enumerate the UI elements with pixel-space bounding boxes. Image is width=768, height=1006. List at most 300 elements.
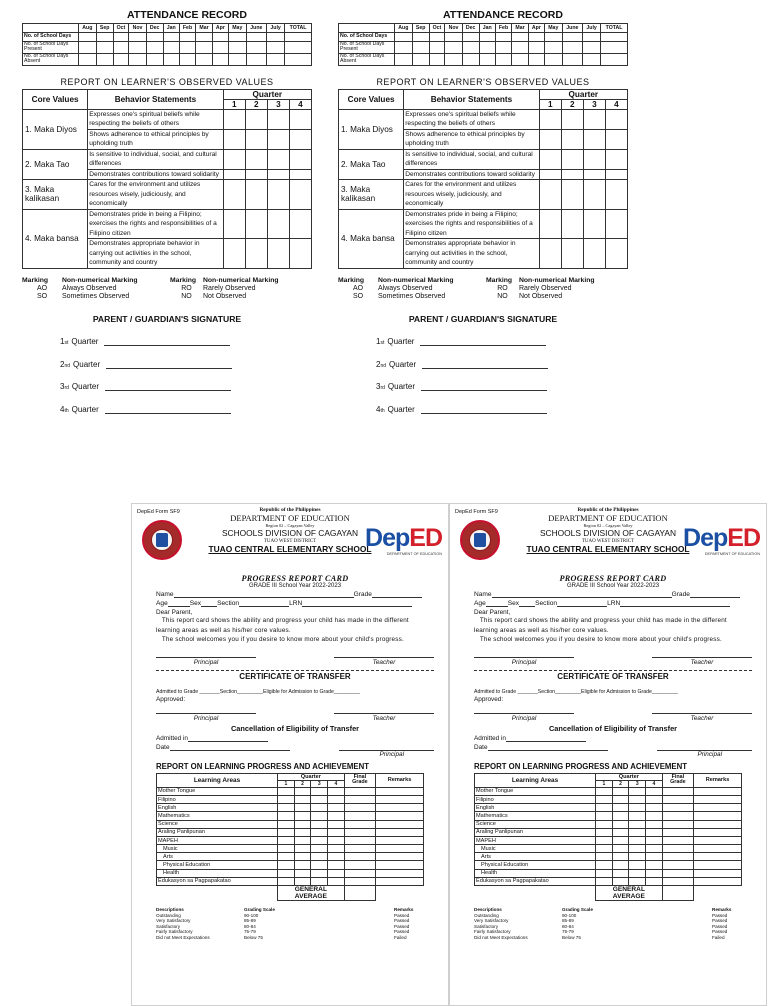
quarter-rating-cell: [289, 109, 311, 129]
attendance-cell: [79, 53, 97, 65]
learning-area-row: [157, 861, 424, 869]
grade-cell: [629, 853, 646, 861]
grade-cell: [595, 836, 612, 844]
quarter-num: 3: [60, 382, 65, 392]
signature-line: [422, 361, 548, 369]
legend-nonnum-header: Non-numerical Marking: [203, 276, 279, 284]
approval-signatures: Principal Teacher: [156, 713, 434, 722]
quarter-rating-cell: [267, 169, 289, 180]
behavior-statement: Shows adherence to ethical principles by upholding truth: [88, 129, 223, 149]
month-header: Dec: [462, 24, 479, 33]
quarter-rating-cell: [267, 209, 289, 239]
grading-scale: [156, 907, 434, 941]
behavior-statement: Cares for the environment and utilizes resources wisely, judiciously, and economically: [404, 180, 539, 210]
grade-cell: [694, 861, 742, 869]
quarter-rating-cell: [583, 209, 605, 239]
quarter-rating-cell: [223, 109, 245, 129]
republic-line: Republic of the Philippines: [577, 507, 639, 513]
grade-cell: [662, 853, 693, 861]
learning-area-row: [475, 820, 742, 828]
legend-marking-header: Marking: [22, 276, 49, 284]
attendance-cell: [113, 53, 129, 65]
core-value: 4. Maka bansa: [339, 209, 404, 268]
grade-cell: [629, 812, 646, 820]
grade-cell: [662, 877, 693, 885]
grade-cell: [612, 828, 629, 836]
legend-item: NO: [497, 292, 508, 300]
core-value: 2. Maka Tao: [339, 149, 404, 180]
attendance-cell: [196, 53, 213, 65]
quarter-rating-cell: [245, 180, 267, 210]
scale-cell: 85-89: [244, 918, 256, 924]
grade-cell: [694, 787, 742, 795]
learning-area: Music: [157, 845, 278, 853]
attendance-cell: [129, 53, 146, 65]
grade-cell: [595, 820, 612, 828]
attendance-cell: [583, 33, 601, 42]
grade-cell: [376, 828, 424, 836]
quarter-number: 4: [328, 780, 345, 787]
quarter-rating-cell: [289, 149, 311, 169]
quarter-header: Quarter: [277, 773, 344, 780]
attendance-cell: [528, 33, 544, 42]
quarter-rating-cell: [561, 109, 583, 129]
learning-area-row: [475, 828, 742, 836]
grade-cell: [328, 877, 345, 885]
signature-quarter-line: [60, 346, 312, 369]
grade-cell: [629, 795, 646, 803]
grade-cell: [344, 861, 375, 869]
signature-quarter-line: [60, 369, 312, 392]
month-header: Oct: [429, 24, 445, 33]
grade-cell: [294, 845, 311, 853]
quarter-rating-cell: [561, 149, 583, 169]
grade-school-year: GRADE III School Year 2022-2023: [248, 583, 342, 589]
scale-cell: 90-100: [562, 912, 577, 918]
quarter-num: 1: [60, 337, 65, 347]
grade-cell: [311, 853, 328, 861]
quarter-num: 2: [376, 359, 381, 369]
quarter-suffix: st: [380, 340, 385, 347]
attendance-cell: [601, 42, 628, 54]
grade-cell: [612, 861, 629, 869]
deped-logo-icon: DepED: [365, 524, 442, 552]
quarter-rating-cell: [223, 169, 245, 180]
learning-area-row: [157, 828, 424, 836]
attendance-cell: [212, 53, 228, 65]
attendance-cell: [129, 42, 146, 54]
blank: [475, 886, 596, 901]
scale-header: Descriptions: [474, 907, 502, 913]
grade-cell: [344, 804, 375, 812]
quarter-number: 1: [595, 780, 612, 787]
signature-line: [104, 338, 230, 346]
observed-row: [339, 109, 628, 129]
month-header: Apr: [528, 24, 544, 33]
learning-area: Filipino: [475, 795, 596, 803]
signature-lines: [22, 324, 312, 414]
grade-cell: [376, 812, 424, 820]
behavior-statement: Cares for the environment and utilizes resources wisely, judiciously, and economically: [88, 180, 223, 210]
grade-cell: [646, 861, 663, 869]
grade-cell: [277, 820, 294, 828]
grade-cell: [612, 853, 629, 861]
quarter-number: 2: [612, 780, 629, 787]
learning-area: Filipino: [157, 795, 278, 803]
cancellation-title: Cancellation of Eligibility of Transfer: [230, 723, 360, 733]
attendance-cell: [96, 42, 113, 54]
quarter-word: Quarter: [71, 337, 99, 347]
legend-nonnum-header: Non-numerical Marking: [62, 276, 138, 284]
quarter-rating-cell: [605, 239, 627, 269]
legend-item: SO: [36, 292, 48, 300]
attendance-cell: [562, 53, 582, 65]
legend-item: RO: [181, 284, 192, 292]
remarks-header: Remarks: [376, 773, 424, 787]
grade-cell: [595, 869, 612, 877]
month-header: TOTAL: [601, 24, 628, 33]
scale-cell: 75-79: [244, 929, 256, 935]
observed-row: [23, 149, 312, 169]
behavior-header: Behavior Statements: [88, 89, 223, 109]
quarter-rating-cell: [539, 149, 561, 169]
parent-paragraph-1: This report card shows the ability and progress your child has made in the different learning areas as well as his/her core values.: [156, 617, 409, 634]
grade-cell: [328, 836, 345, 844]
dear-parent: Dear Parent,: [156, 609, 193, 616]
quarter-rating-cell: [245, 149, 267, 169]
scale-cell: Fairly Satisfactory: [156, 929, 193, 935]
learning-areas-table: [474, 773, 742, 901]
quarter-rating-cell: [561, 239, 583, 269]
attendance-row-label: No. of School Days: [339, 33, 395, 42]
attendance-cell: [246, 53, 266, 65]
month-header: Nov: [129, 24, 146, 33]
signature-line: [421, 406, 547, 414]
quarter-header: Quarter: [539, 89, 627, 99]
attendance-cell: [228, 33, 246, 42]
department-line: DEPARTMENT OF EDUCATION: [548, 513, 668, 524]
grade-cell: [277, 877, 294, 885]
quarter-rating-cell: [561, 169, 583, 180]
attendance-cell: [246, 42, 266, 54]
attendance-cell: [179, 33, 196, 42]
grade-cell: [311, 869, 328, 877]
grade-cell: [311, 877, 328, 885]
behavior-statement: Demonstrates pride in being a Filipino; exercises the rights and responsibilities of a Filipino citizen: [404, 209, 539, 239]
grade-cell: [694, 853, 742, 861]
attendance-cell: [544, 53, 562, 65]
quarter-suffix: nd: [64, 362, 71, 369]
attendance-cell: [544, 33, 562, 42]
attendance-row-label: No. of School Days: [23, 33, 79, 42]
core-value: 3. Maka kalikasan: [23, 180, 88, 210]
month-header: Jan: [163, 24, 179, 33]
quarter-rating-cell: [605, 180, 627, 210]
attendance-cell: [601, 53, 628, 65]
scale-cell: Passed: [712, 912, 728, 918]
attendance-cell: [228, 42, 246, 54]
approved-label: Approved:: [156, 695, 186, 703]
quarter-rating-cell: [267, 149, 289, 169]
quarter-rating-cell: [583, 180, 605, 210]
signature-line: [420, 338, 546, 346]
signature-lines: [338, 324, 628, 414]
attendance-cell: [495, 33, 512, 42]
quarter-number: 3: [311, 780, 328, 787]
scale-cell: Outstanding: [474, 912, 499, 918]
grade-cell: [311, 861, 328, 869]
grade-school-year: GRADE III School Year 2022-2023: [566, 583, 660, 589]
republic-line: Republic of the Philippines: [259, 507, 321, 513]
learning-area-row: [157, 877, 424, 885]
grade-cell: [277, 828, 294, 836]
quarter-rating-cell: [539, 180, 561, 210]
behavior-statement: Expresses one's spiritual beliefs while respecting the beliefs of others: [88, 109, 223, 129]
behavior-statement: Demonstrates appropriate behavior in carrying out activities in the school, community and country: [88, 239, 223, 269]
scale-cell: Passed: [394, 929, 410, 935]
principal-label: Principal: [379, 750, 404, 758]
grade-cell: [662, 845, 693, 853]
admitted-in-line: Admitted in: [474, 733, 752, 742]
learning-area: Araling Panlipunan: [475, 828, 596, 836]
attendance-cell: [512, 33, 529, 42]
quarter-rating-cell: [289, 180, 311, 210]
principal-teacher-signatures: Principal Teacher: [156, 657, 434, 666]
attendance-cell: [562, 42, 582, 54]
legend-item: AO: [36, 284, 48, 292]
ga-cell: [662, 886, 693, 901]
grade-cell: [612, 820, 629, 828]
attendance-cell: [462, 33, 479, 42]
attendance-cell: [113, 33, 129, 42]
grade-cell: [376, 820, 424, 828]
quarter-rating-cell: [539, 169, 561, 180]
attendance-row: [23, 53, 312, 65]
grade-cell: [662, 836, 693, 844]
learning-area-row: [475, 795, 742, 803]
attendance-cell: [479, 33, 495, 42]
grade-cell: [344, 836, 375, 844]
quarter-rating-cell: [583, 109, 605, 129]
attendance-cell: [562, 33, 582, 42]
grade-cell: [612, 836, 629, 844]
grade-cell: [646, 828, 663, 836]
district-line: TUAO WEST DISTRICT: [581, 538, 635, 544]
attendance-cell: [212, 33, 228, 42]
grade-cell: [662, 828, 693, 836]
scale-cell: 90-100: [244, 912, 259, 918]
signature-quarter-line: [376, 391, 628, 414]
scale-cell: Very Satisfactory: [156, 918, 191, 924]
parent-paragraph-2: The school welcomes you if you desire to know more about your child's progress.: [161, 636, 404, 644]
grade-cell: [311, 845, 328, 853]
attendance-cell: [163, 42, 179, 54]
grade-cell: [646, 795, 663, 803]
blank: [157, 886, 278, 901]
learning-area: MAPEH: [157, 836, 278, 844]
grade-cell: [328, 795, 345, 803]
legend-item: Always Observed: [378, 284, 433, 292]
quarter-rating-cell: [245, 109, 267, 129]
learning-area-row: [475, 877, 742, 885]
scale-cell: Passed: [394, 918, 410, 924]
attendance-cell: [528, 42, 544, 54]
progress-card-right: [449, 503, 767, 1006]
grade-cell: [612, 812, 629, 820]
grade-cell: [294, 787, 311, 795]
learning-area: MAPEH: [475, 836, 596, 844]
grade-cell: [694, 812, 742, 820]
attendance-cell: [445, 42, 462, 54]
grade-cell: [376, 836, 424, 844]
grade-cell: [294, 877, 311, 885]
grade-cell: [344, 787, 375, 795]
month-header: May: [228, 24, 246, 33]
learning-progress-title: REPORT ON LEARNING PROGRESS AND ACHIEVEMENT: [156, 761, 369, 771]
grade-cell: [612, 877, 629, 885]
scale-cell: Passed: [712, 923, 728, 929]
learning-area-row: [475, 787, 742, 795]
core-value: 2. Maka Tao: [23, 149, 88, 180]
quarter-number: 2: [294, 780, 311, 787]
learning-area: Mother Tongue: [157, 787, 278, 795]
grade-cell: [376, 853, 424, 861]
grade-cell: [311, 804, 328, 812]
school-line: TUAO CENTRAL ELEMENTARY SCHOOL: [526, 543, 690, 554]
learning-area-row: [475, 861, 742, 869]
left-report-panel: [22, 9, 312, 414]
grade-cell: [328, 820, 345, 828]
learning-area: Physical Education: [475, 861, 596, 869]
quarter-number: 3: [267, 99, 289, 109]
learning-area: Mother Tongue: [475, 787, 596, 795]
observed-values-table: [22, 89, 312, 269]
grade-cell: [294, 812, 311, 820]
attendance-row-label: No. of School Days Absent: [23, 53, 79, 65]
grade-cell: [277, 804, 294, 812]
attendance-cell: [462, 53, 479, 65]
principal-teacher-signatures: Principal Teacher: [474, 657, 752, 666]
attendance-cell: [129, 33, 146, 42]
general-average-row: [157, 886, 424, 901]
quarter-rating-cell: [223, 149, 245, 169]
scale-cell: Passed: [394, 912, 410, 918]
grade-cell: [328, 787, 345, 795]
marking-legend: [22, 277, 312, 300]
quarter-rating-cell: [583, 239, 605, 269]
observed-row: [339, 149, 628, 169]
grade-cell: [595, 853, 612, 861]
grade-cell: [376, 795, 424, 803]
attendance-cell: [163, 33, 179, 42]
quarter-rating-cell: [561, 180, 583, 210]
quarter-rating-cell: [605, 129, 627, 149]
grading-scale: [474, 907, 752, 941]
behavior-statement: Shows adherence to ethical principles by upholding truth: [404, 129, 539, 149]
learning-areas-header: Learning Areas: [157, 773, 278, 787]
grade-cell: [629, 804, 646, 812]
right-report-panel: [338, 9, 628, 414]
quarter-rating-cell: [289, 129, 311, 149]
quarter-num: 2: [60, 359, 65, 369]
attendance-table: [338, 23, 628, 66]
attendance-cell: [445, 33, 462, 42]
legend-marking-header: Marking: [486, 276, 513, 284]
legend-item: RO: [497, 284, 508, 292]
grade-cell: [311, 836, 328, 844]
attendance-row-label: No. of School Days Absent: [339, 53, 395, 65]
admitted-line: Admitted to Grade _______Section_________Eligible for Admission to Grade_________: [156, 688, 360, 695]
attendance-cell: [163, 53, 179, 65]
quarter-suffix: th: [64, 407, 69, 414]
learning-area: Mathematics: [475, 812, 596, 820]
remarks-header: Remarks: [694, 773, 742, 787]
attendance-cell: [146, 42, 163, 54]
signature-line: [106, 361, 232, 369]
division-line: SCHOOLS DIVISION OF CAGAYAN: [221, 528, 359, 539]
final-grade-header: Final Grade: [344, 773, 375, 787]
attendance-cell: [583, 53, 601, 65]
attendance-cell: [512, 53, 529, 65]
grade-cell: [612, 804, 629, 812]
legend-item: Rarely Observed: [203, 284, 256, 292]
learning-area: Health: [475, 869, 596, 877]
month-header: Apr: [212, 24, 228, 33]
grade-cell: [612, 845, 629, 853]
legend-nonnum-header: Non-numerical Marking: [378, 276, 454, 284]
grade-cell: [694, 820, 742, 828]
scale-cell: Did not Meet Expectations: [156, 935, 210, 940]
scale-cell: Satisfactory: [474, 923, 498, 929]
attendance-cell: [212, 42, 228, 54]
quarter-header: Quarter: [223, 89, 311, 99]
core-values-header: Core Values: [23, 89, 88, 109]
month-header: Sep: [412, 24, 429, 33]
quarter-rating-cell: [583, 129, 605, 149]
quarter-num: 4: [376, 404, 381, 414]
quarter-rating-cell: [605, 149, 627, 169]
core-values-header: Core Values: [339, 89, 404, 109]
legend-item: Rarely Observed: [519, 284, 572, 292]
grade-cell: [344, 795, 375, 803]
card-header: [450, 508, 766, 553]
quarter-rating-cell: [561, 209, 583, 239]
grade-cell: [646, 804, 663, 812]
signature-title: PARENT / GUARDIAN'S SIGNATURE: [92, 313, 242, 324]
attendance-cell: [395, 33, 413, 42]
learning-area: Araling Panlipunan: [157, 828, 278, 836]
quarter-rating-cell: [223, 239, 245, 269]
learning-area: Arts: [157, 853, 278, 861]
core-value: 1. Maka Diyos: [23, 109, 88, 149]
learning-area-row: [157, 845, 424, 853]
grade-cell: [646, 845, 663, 853]
attendance-cell: [146, 53, 163, 65]
learning-area-row: [475, 812, 742, 820]
attendance-cell: [246, 33, 266, 42]
attendance-cell: [495, 42, 512, 54]
quarter-number: 2: [561, 99, 583, 109]
month-header: Sep: [96, 24, 113, 33]
attendance-cell: [179, 42, 196, 54]
month-header: June: [562, 24, 582, 33]
grade-cell: [662, 795, 693, 803]
parent-paragraph-1: This report card shows the ability and progress your child has made in the different learning areas as well as his/her core values.: [474, 617, 727, 634]
name-grade-line: Name Grade: [474, 589, 752, 598]
month-header: Dec: [146, 24, 163, 33]
scale-cell: Fairly Satisfactory: [474, 929, 511, 935]
quarter-word: Quarter: [71, 404, 99, 414]
